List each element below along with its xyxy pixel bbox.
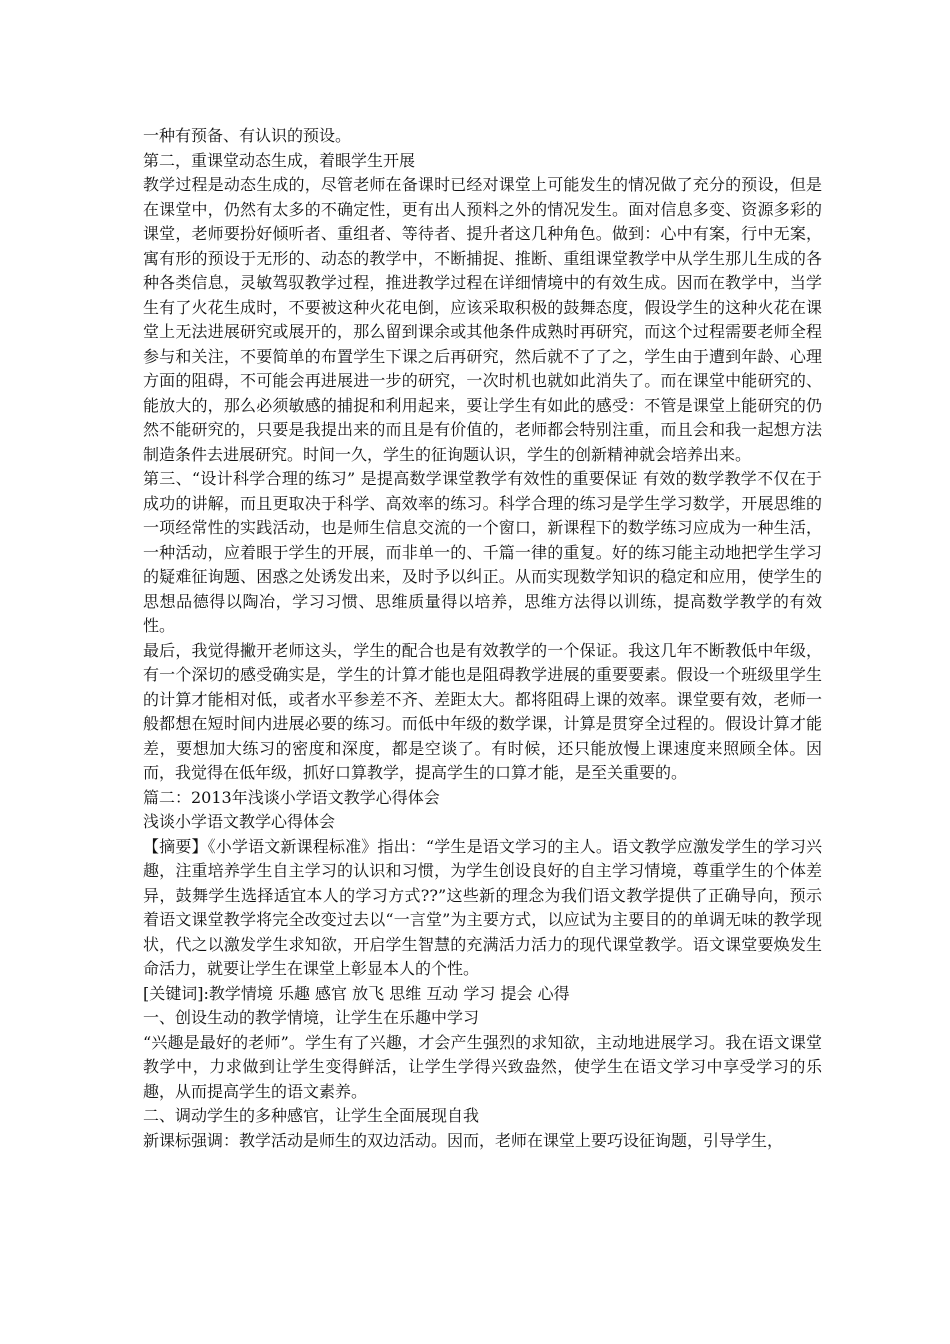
paragraph-3: 教学过程是动态生成的，尽管老师在备课时已经对课堂上可能发生的情况做了充分的预设，但是在课堂中，仍然有太多的不确定性，更有出人预料之外的情况发生。面对信息多变、资源多彩的课堂，老师要扮好倾听者、重组者、等待者、提升者这几种角色。做到：心中有案，行中无案，寓有形的预设于无形的、动态的教学中，不断捕捉、推断、重组课堂教学中从学生那儿生成的各种各类信息，灵敏驾驭教学过程，推进教学过程在详细情境中的有效生成。因而在教学中，当学生有了火花生成时，不要被这种火花电倒，应该采取积极的鼓舞态度，假设学生的这种火花在课堂上无法进展研究或展开的，那么留到课余或其他条件成熟时再研究，而这个过程需要老师全程参与和关注，不要简单的布置学生下课之后再研究，然后就不了了之，学生由于遭到年龄、心理方面的阻碍，不可能会再进展进一步的研究，一次时机也就如此消失了。而在课堂中能研究的、能放大的，那么必须敏感的捕捉和利用起来，要让学生有如此的感受：不管是课堂上能研究的仍然不能研究的，只要是我提出来的而且是有价值的，老师都会特别注重，而且会和我一起想方法制造条件去进展研究。时间一久，学生的征询题认识，学生的创新精神就会培养出来。 xyxy=(143,175,822,464)
document-body xyxy=(143,124,822,1153)
article-two-title: 篇二：2013年浅谈小学语文教学心得体会 xyxy=(143,787,440,807)
section-heading-one: 一、创设生动的教学情境，让学生在乐趣中学习 xyxy=(143,1008,480,1027)
section-heading-second: 第二，重课堂动态生成，着眼学生开展 xyxy=(143,150,416,170)
paragraph-1: 一种有预备、有认识的预设。 xyxy=(143,126,352,145)
keywords-line: [关键词]:教学情境 乐趣 感官 放飞 思维 互动 学习 提会 心得 xyxy=(143,983,570,1003)
paragraph-interest: “兴趣是最好的老师”。学生有了兴趣，才会产生强烈的求知欲，主动地进展学习。我在语文课堂教学中，力求做到让学生变得鲜活，让学生学得兴致盎然，使学生在语文学习中享受学习的乐趣，从而提高学生的语文素养。 xyxy=(143,1032,822,1101)
section-finally: 最后，我觉得撇开老师这头，学生的配合也是有效教学的一个保证。我这几年不断教低中年级，有一个深切的感受确实是，学生的计算才能也是阻碍教学进展的重要要素。假设一个班级里学生的计算才能相对低，或者水平参差不齐、差距太大。都将阻碍上课的效率。课堂要有效，老师一般都想在短时间内进展必要的练习。而低中年级的数学课，计算是贯穿全过程的。假设计算才能差，要想加大练习的密度和深度，都是空谈了。有时候，还只能放慢上课速度来照顾全体。因而，我觉得在低年级，抓好口算教学，提高学生的口算才能，是至关重要的。 xyxy=(143,640,822,782)
section-third: 第三、“设计科学合理的练习” 是提高数学课堂教学有效性的重要保证 有效的数学教学不仅在于成功的讲解，而且更取决于科学、高效率的练习。科学合理的练习是学生学习数学，开展思维的一项经常性的实践活动，也是师生信息交流的一个窗口，新课程下的数学练习应成为一种生活，一种活动，应着眼于学生的开展，而非单一的、千篇一律的重复。好的练习能主动地把学生学习的疑难征询题、困惑之处诱发出来，及时予以纠正。从而实现数学知识的稳定和应用，使学生的思想品德得以陶冶，学习习惯、思维质量得以培养，思维方法得以训练，提高数学教学的有效性。 xyxy=(143,469,822,635)
article-two-subtitle: 浅谈小学语文教学心得体会 xyxy=(143,812,336,831)
section-heading-two: 二、调动学生的多种感官，让学生全面展现自我 xyxy=(143,1106,480,1125)
paragraph-last: 新课标强调：教学活动是师生的双边活动。因而，老师在课堂上要巧设征询题，引导学生， xyxy=(143,1130,784,1150)
abstract-paragraph: 【摘要】《小学语文新课程标准》指出：“学生是语文学习的主人。语文教学应激发学生的学习兴趣，注重培养学生自主学习的认识和习惯，为学生创设良好的自主学习情境，尊重学生的个体差异，鼓舞学生选择适宜本人的学习方式??”这些新的理念为我们语文教学提供了正确导向，预示着语文课堂教学将完全改变过去以“一言堂”为主要方式，以应试为主要目的的单调无味的教学现状，代之以激发学生求知欲，开启学生智慧的充满活力活力的现代课堂教学。语文课堂要焕发生命活力，就要让学生在课堂上彰显本人的个性。 xyxy=(143,836,822,978)
